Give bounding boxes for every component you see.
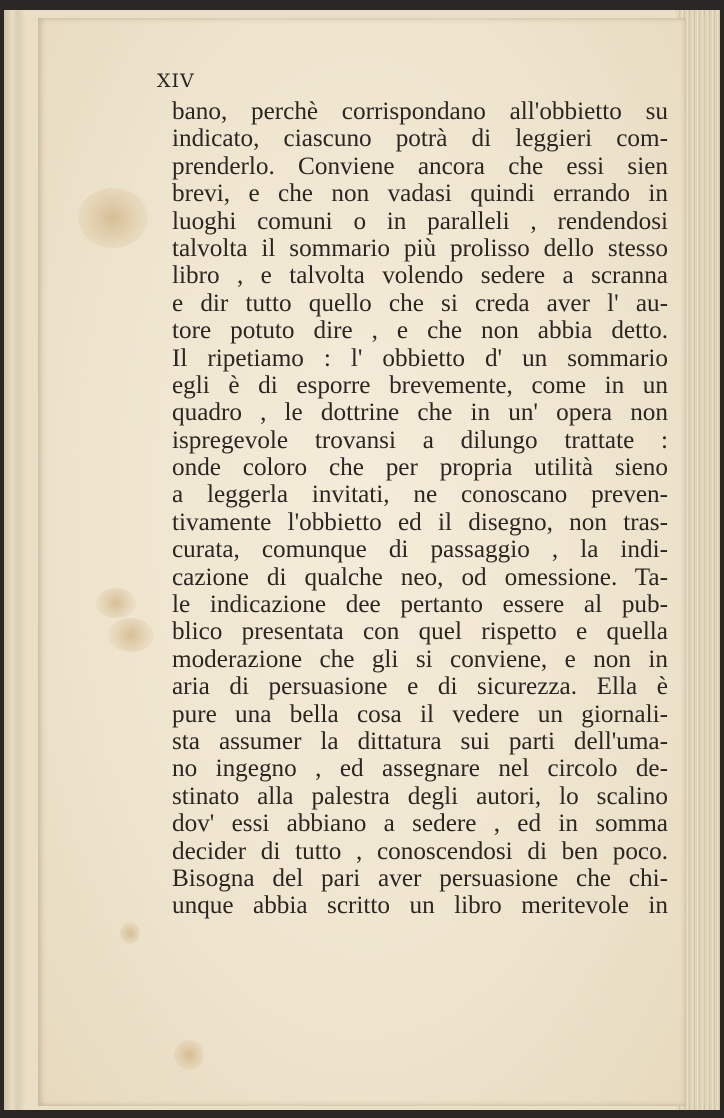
text-line: egli è di esporre brevemente, come in un bbox=[172, 371, 668, 399]
foxing-stain bbox=[78, 188, 148, 248]
text-line: no ingegno , ed assegnare nel circolo de- bbox=[172, 755, 668, 783]
text-line: stinato alla palestra degli autori, lo scalino bbox=[172, 782, 668, 810]
text-line: dov' essi abbiano a sedere , ed in somma bbox=[172, 810, 668, 838]
text-line: tivamente l'obbietto ed il disegno, non tras- bbox=[172, 508, 668, 536]
text-line: Bisogna del pari aver persuasione che chi- bbox=[172, 864, 668, 892]
text-line: onde coloro che per propria utilità sieno bbox=[172, 454, 668, 482]
text-line: talvolta il sommario più prolisso dello stesso bbox=[172, 234, 668, 262]
body-text bbox=[172, 98, 668, 920]
text-line: decider di tutto , conoscendosi di ben poco. bbox=[172, 837, 668, 865]
text-line: libro , e talvolta volendo sedere a scranna bbox=[172, 262, 668, 290]
page-number: XIV bbox=[157, 70, 195, 92]
text-line: curata, comunque di passaggio , la indi- bbox=[172, 536, 668, 564]
text-line: blico presentata con quel rispetto e quella bbox=[172, 618, 668, 646]
text-line: indicato, ciascuno potrà di leggieri com- bbox=[172, 125, 668, 153]
foxing-stain bbox=[120, 922, 140, 944]
text-line: moderazione che gli si conviene, e non in bbox=[172, 645, 668, 673]
foxing-stain bbox=[108, 618, 154, 652]
text-line: e dir tutto quello che si creda aver l' au- bbox=[172, 289, 668, 317]
text-line: bano, perchè corrispondano all'obbietto su bbox=[172, 98, 668, 125]
text-line: sta assumer la dittatura sui parti dell'uma- bbox=[172, 727, 668, 755]
text-line: pure una bella cosa il vedere un giornali- bbox=[172, 700, 668, 728]
text-line: cazione di qualche neo, od omessione. Ta- bbox=[172, 563, 668, 591]
text-line: quadro , le dottrine che in un' opera non bbox=[172, 399, 668, 427]
text-line: a leggerla invitati, ne conoscano preven- bbox=[172, 481, 668, 509]
text-line: ispregevole trovansi a dilungo trattate : bbox=[172, 426, 668, 454]
foxing-stain bbox=[174, 1040, 204, 1070]
text-line: le indicazione dee pertanto essere al pub- bbox=[172, 591, 668, 619]
text-line: luoghi comuni o in paralleli , rendendosi bbox=[172, 207, 668, 235]
text-line: tore potuto dire , e che non abbia detto. bbox=[172, 317, 668, 345]
text-line: brevi, e che non vadasi quindi errando in bbox=[172, 180, 668, 208]
foxing-stain bbox=[96, 588, 136, 618]
text-line: unque abbia scritto un libro meritevole in bbox=[172, 892, 668, 920]
text-line: Il ripetiamo : l' obbietto d' un sommario bbox=[172, 344, 668, 372]
text-line: aria di persuasione e di sicurezza. Ella è bbox=[172, 673, 668, 701]
text-line: prenderlo. Conviene ancora che essi sien bbox=[172, 152, 668, 180]
